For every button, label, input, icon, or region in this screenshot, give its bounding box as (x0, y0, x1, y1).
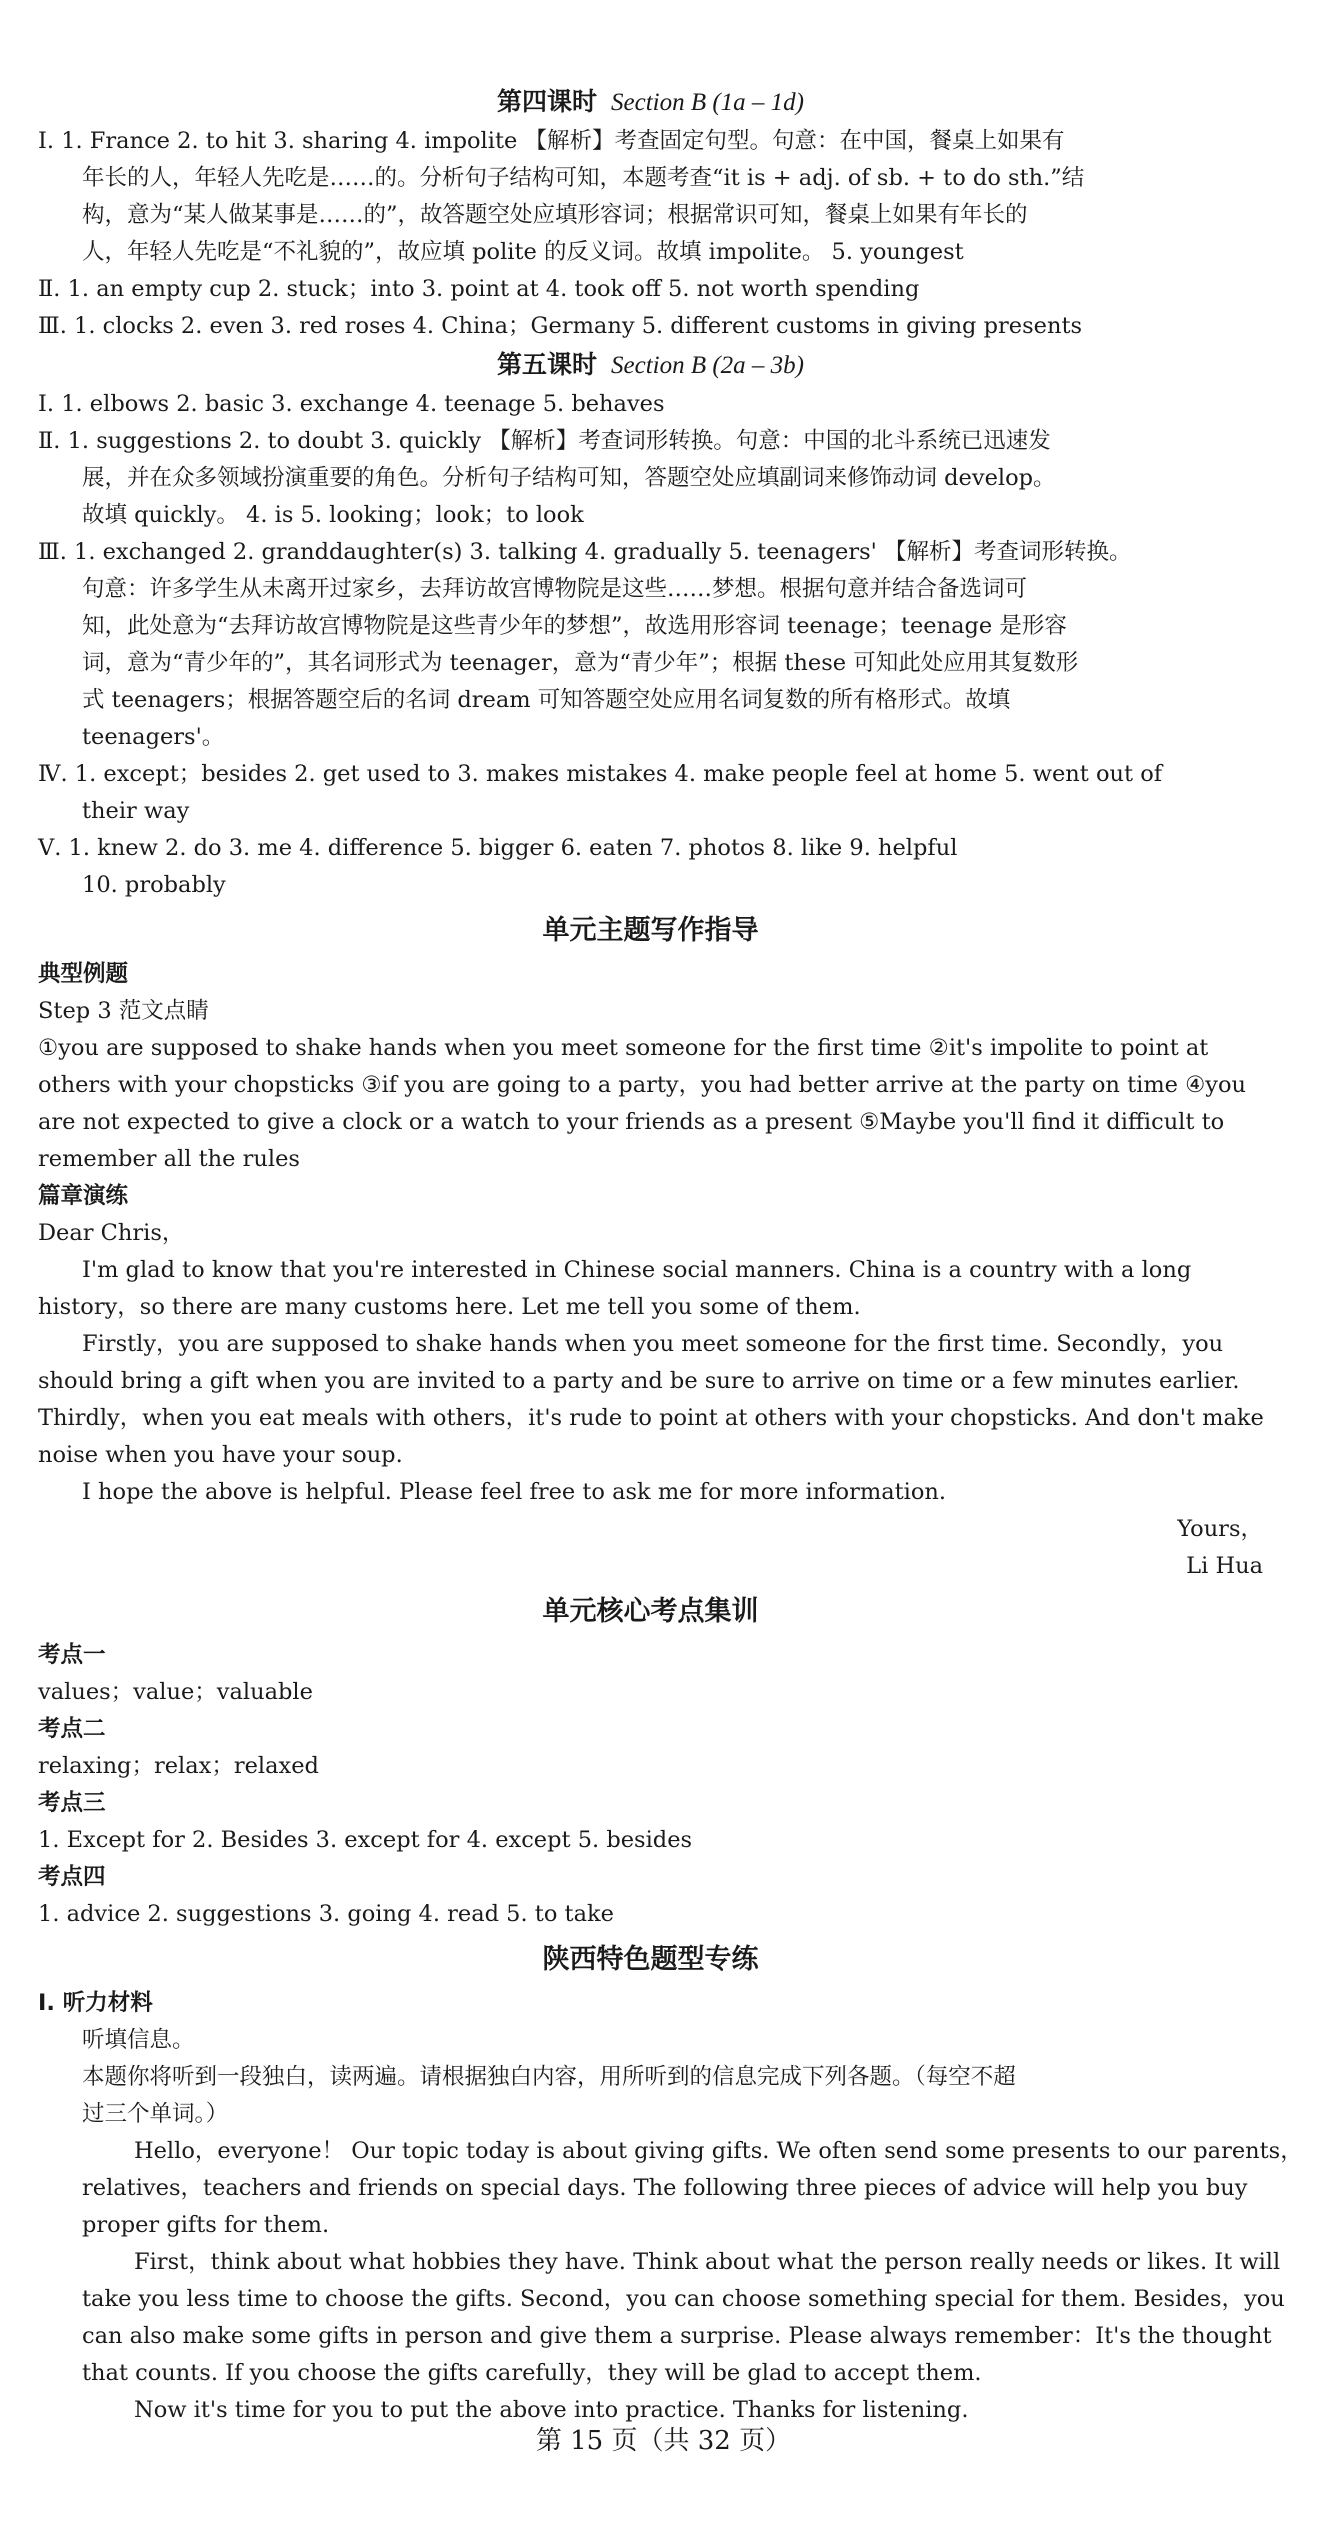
passage-line: First，think about what hobbies they have. Think about what the person really needs or likes. It will (134, 2249, 1281, 2275)
practice-heading: 篇章演练 (38, 1183, 129, 1209)
letter-line: noise when you have your soup. (38, 1442, 403, 1468)
example-line: others with your chopsticks ③if you are going to a party，you had better arrive at the party on time ④you (38, 1072, 1247, 1098)
answer-line: 词，意为“青少年的”，其名词形式为 teenager，意为“青少年”；根据 these 可知此处应用其复数形 (82, 650, 1079, 676)
answer-line: 人，年轻人先吃是“不礼貌的”，故应填 polite 的反义词。故填 impolite。 5. youngest (82, 239, 964, 265)
passage-line: relatives，teachers and friends on special days. The following three pieces of advice will help you buy (82, 2175, 1248, 2201)
core-point-answer: 1. Except for 2. Besides 3. except for 4. except 5. besides (38, 1827, 693, 1853)
letter-closing: Yours， (1177, 1516, 1263, 1542)
passage-line: that counts. If you choose the gifts carefully，they will be glad to accept them. (82, 2360, 982, 2386)
section5-title: 第五课时 Section B (2a – 3b) (496, 350, 805, 379)
section5-body (38, 386, 1263, 904)
core-point-answer: relaxing；relax；relaxed (38, 1753, 319, 1779)
answer-line: Ⅲ. 1. clocks 2. even 3. red roses 4. China；Germany 5. different customs in giving presents (38, 313, 1083, 339)
answer-line: Ⅲ. 1. exchanged 2. granddaughter(s) 3. talking 4. gradually 5. teenagers' 【解析】考查词形转换。 (38, 539, 1132, 565)
answer-line: 10. probably (82, 872, 226, 898)
letter-line: Firstly，you are supposed to shake hands when you meet someone for the first time. Secondly，you (82, 1331, 1224, 1357)
passage-line: proper gifts for them. (82, 2212, 330, 2238)
answer-line: Ⅰ. 1. France 2. to hit 3. sharing 4. impolite 【解析】考查固定句型。句意：在中国，餐桌上如果有 (38, 128, 1065, 154)
example-line: ①you are supposed to shake hands when you meet someone for the first time ②it's impolite to point at (38, 1035, 1209, 1061)
answer-line: 式 teenagers；根据答题空后的名词 dream 可知答题空处应用名词复数的所有格形式。故填 (82, 687, 1011, 713)
listening-instruction: 过三个单词。） (82, 2101, 229, 2127)
answer-line: Ⅱ. 1. an empty cup 2. stuck；into 3. point at 4. took off 5. not worth spending (38, 276, 920, 302)
example-line: are not expected to give a clock or a watch to your friends as a present ⑤Maybe you'll find it difficult to (38, 1109, 1225, 1135)
core-point-label: 考点一 (38, 1642, 106, 1668)
section4-body (38, 123, 1263, 345)
core-point-label: 考点二 (38, 1716, 106, 1742)
answer-line: 年长的人，年轻人先吃是……的。分析句子结构可知，本题考查“it is + adj. of sb. + to do sth.”结 (82, 165, 1085, 191)
section4-title: 第四课时 Section B (1a – 1d) (496, 87, 805, 116)
letter-line: I hope the above is helpful. Please feel free to ask me for more information. (82, 1479, 947, 1505)
letter-line: should bring a gift when you are invited to a party and be sure to arrive on time or a few minutes earlier. (38, 1368, 1240, 1394)
answer-line: 展，并在众多领域扮演重要的角色。分析句子结构可知，答题空处应填副词来修饰动词 develop。 (82, 465, 1056, 491)
core-point-answer: values；value；valuable (38, 1679, 313, 1705)
answer-line: their way (82, 798, 190, 824)
answer-line: teenagers'。 (82, 724, 225, 750)
letter-salutation: Dear Chris， (38, 1220, 185, 1246)
answer-page (38, 82, 1303, 2429)
passage-line: Now it's time for you to put the above into practice. Thanks for listening. (134, 2397, 969, 2423)
writing-title: 单元主题写作指导 (542, 915, 759, 946)
core-point-label: 考点四 (38, 1864, 106, 1890)
listening-instruction: 本题你将听到一段独白，读两遍。请根据独白内容，用所听到的信息完成下列各题。（每空不超 (82, 2064, 1016, 2090)
core-title: 单元核心考点集训 (542, 1596, 759, 1627)
letter-line: Thirdly，when you eat meals with others，it's rude to point at others with your chopsticks. And don't make (38, 1405, 1264, 1431)
answer-line: Ⅴ. 1. knew 2. do 3. me 4. difference 5. bigger 6. eaten 7. photos 8. like 9. helpful (38, 835, 958, 861)
core-point-answer: 1. advice 2. suggestions 3. going 4. read 5. to take (38, 1901, 614, 1927)
page-number: 第 15 页（共 32 页） (535, 2426, 792, 2456)
passage-line: can also make some gifts in person and give them a surprise. Please always remember：It's the thought (82, 2323, 1272, 2349)
letter-line: history，so there are many customs here. Let me tell you some of them. (38, 1294, 861, 1320)
example-line: remember all the rules (38, 1146, 300, 1172)
passage-line: take you less time to choose the gifts. Second，you can choose something special for them. Besides，you (82, 2286, 1285, 2312)
listening-sub: 听填信息。 (82, 2027, 195, 2053)
answer-line: Ⅳ. 1. except；besides 2. get used to 3. makes mistakes 4. make people feel at home 5. went out of (38, 761, 1163, 787)
passage-line: Hello，everyone！ Our topic today is about giving gifts. We often send some presents to our parents， (134, 2138, 1303, 2164)
answer-line: 构，意为“某人做某事是……的”，故答题空处应填形容词；根据常识可知，餐桌上如果有年长的 (82, 202, 1028, 228)
example-heading: 典型例题 (38, 961, 129, 987)
answer-line: 句意：许多学生从未离开过家乡，去拜访故宫博物院是这些……梦想。根据句意并结合备选词可 (82, 576, 1028, 602)
letter-signature: Li Hua (1186, 1553, 1263, 1579)
answer-line: Ⅱ. 1. suggestions 2. to doubt 3. quickly 【解析】考查词形转换。句意：中国的北斗系统已迅速发 (38, 428, 1051, 454)
answer-line: Ⅰ. 1. elbows 2. basic 3. exchange 4. teenage 5. behaves (38, 391, 665, 417)
shaanxi-title: 陕西特色题型专练 (542, 1944, 759, 1975)
core-point-label: 考点三 (38, 1790, 106, 1816)
answer-line: 故填 quickly。 4. is 5. looking；look；to look (82, 502, 584, 528)
letter-line: I'm glad to know that you're interested in Chinese social manners. China is a country with a long (82, 1257, 1192, 1283)
answer-line: 知，此处意为“去拜访故宫博物院是这些青少年的梦想”，故选用形容词 teenage；teenage 是形容 (82, 613, 1067, 639)
step-label: Step 3 范文点睛 (38, 998, 209, 1024)
listening-heading: Ⅰ. 听力材料 (38, 1990, 153, 2016)
